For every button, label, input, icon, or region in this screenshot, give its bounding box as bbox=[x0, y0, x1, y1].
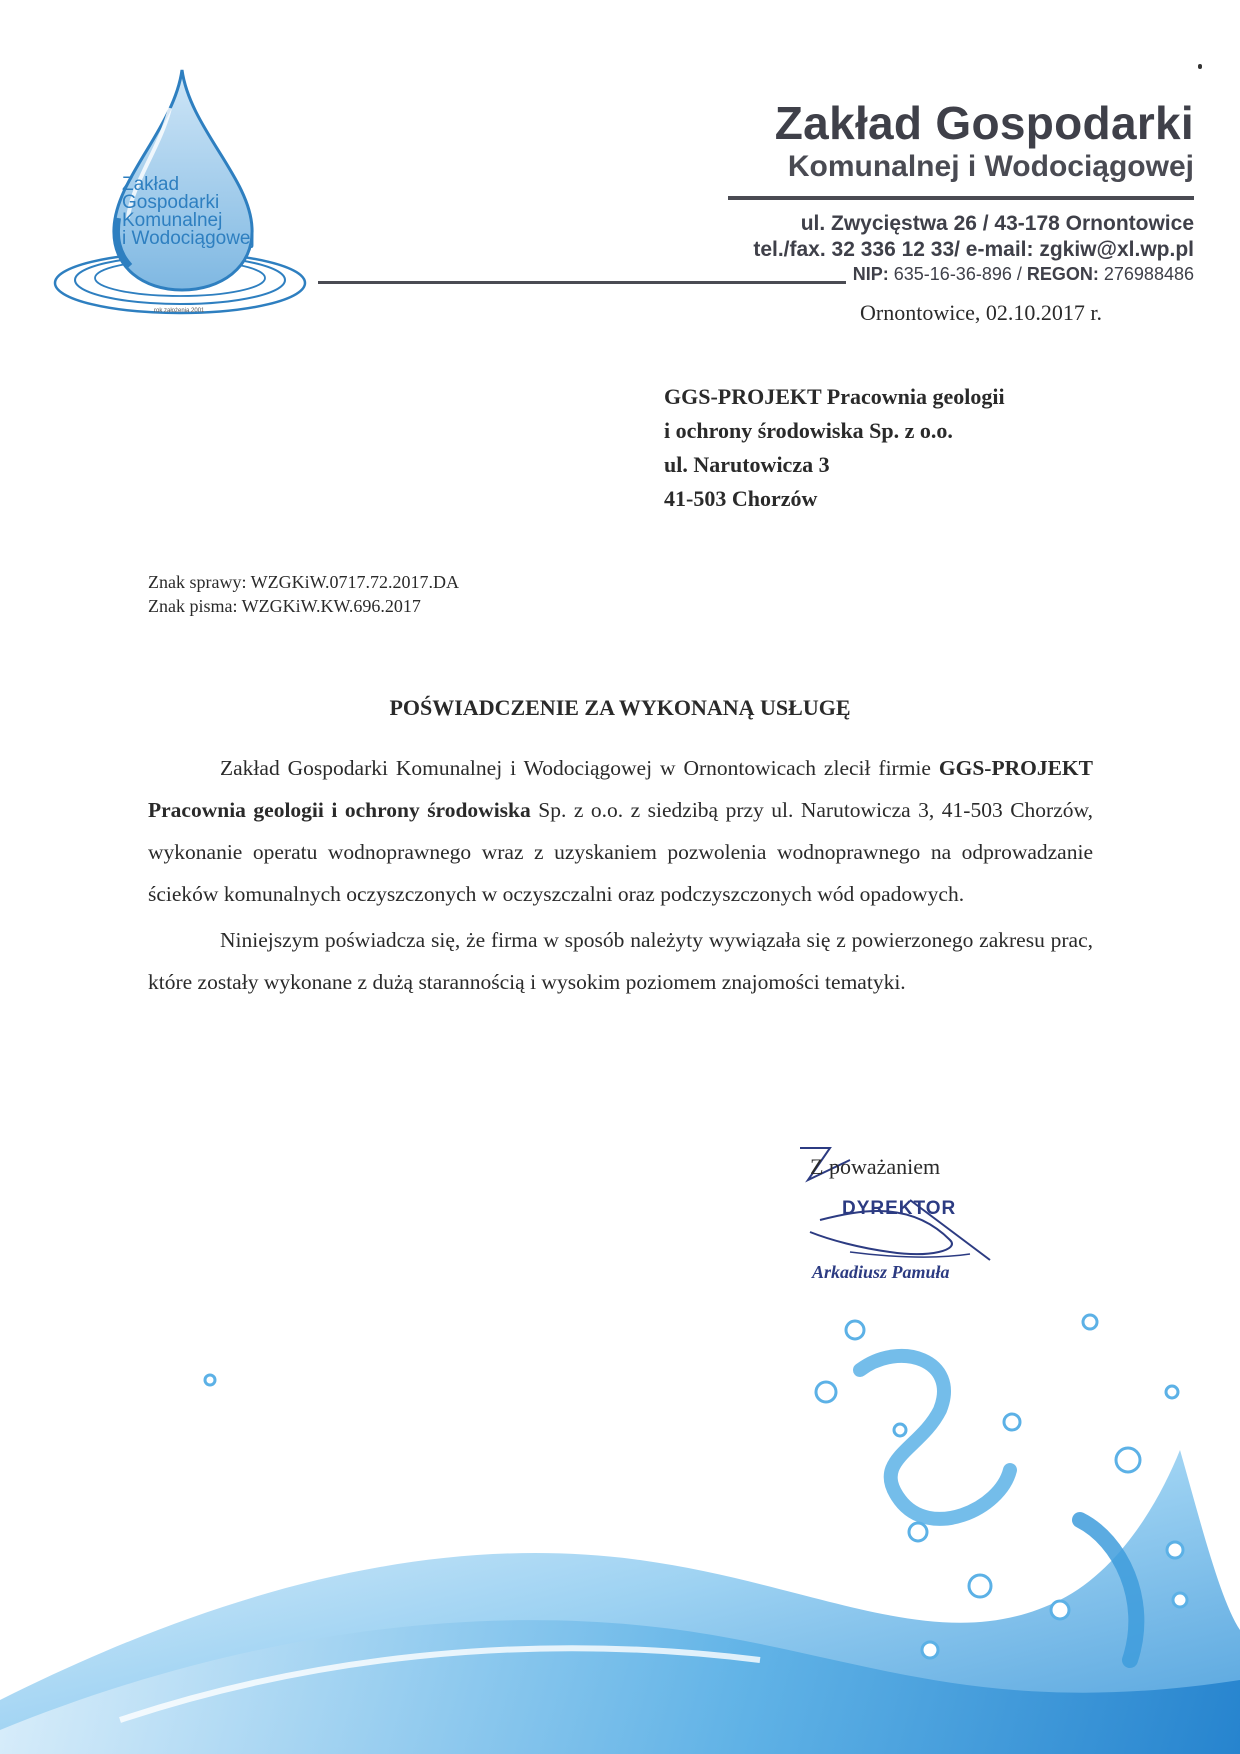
logo-text-3: Komunalnej bbox=[122, 210, 223, 231]
recipient-line-2: i ochrony środowiska Sp. z o.o. bbox=[664, 418, 953, 443]
company-address: ul. Zwycięstwa 26 / 43-178 Ornontowice bbox=[800, 212, 1194, 235]
company-name-line2: Komunalnej i Wodociągowej bbox=[787, 150, 1194, 183]
regon-value: 276988486 bbox=[1103, 264, 1194, 284]
header-divider-bottom bbox=[318, 281, 846, 284]
stamp-name: Arkadiusz Pamuła bbox=[812, 1262, 950, 1282]
stray-mark bbox=[1198, 64, 1202, 69]
recipient-line-3: ul. Narutowicza 3 bbox=[664, 452, 830, 477]
closing-greeting: Z poważaniem bbox=[810, 1154, 941, 1179]
case-reference: Znak sprawy: WZGKiW.0717.72.2017.DA bbox=[148, 572, 459, 592]
letter-reference: Znak pisma: WZGKiW.KW.696.2017 bbox=[148, 596, 421, 616]
body-p1-end: Sp. z o.o. z siedzibą przy ul. Narutowicza 3, 41-503 Chorzów, wykonanie operatu wodnoprawnego wraz z uzyskaniem pozwolenia wodnoprawnego na odprowadzanie ścieków komunalnych oczyszczonych w oczyszczalni oraz podczyszczonych wód opadowych. bbox=[148, 798, 1094, 906]
header-divider-top bbox=[728, 196, 1194, 200]
company-name-line1: Zakład Gospodarki bbox=[774, 97, 1194, 149]
place-date: Ornontowice, 02.10.2017 r. bbox=[860, 300, 1102, 325]
body-paragraph-1 bbox=[148, 747, 1093, 915]
recipient-line-4: 41-503 Chorzów bbox=[664, 486, 818, 511]
logo-text-4: i Wodociągowej bbox=[122, 228, 255, 249]
logo-text-1: Zakład bbox=[122, 174, 180, 195]
water-splash-decoration-icon bbox=[0, 1300, 1240, 1754]
document-title: POŚWIADCZENIE ZA WYKONANĄ USŁUGĘ bbox=[389, 695, 851, 720]
recipient-line-1: GGS-PROJEKT Pracownia geologii bbox=[664, 384, 1005, 409]
letter-body bbox=[148, 747, 1093, 1003]
nip-label: NIP: bbox=[852, 264, 889, 284]
company-registration: NIP: 635-16-36-896 / REGON: 276988486 bbox=[852, 264, 1194, 284]
regon-label: REGON: bbox=[1026, 264, 1099, 284]
water-drop-logo-icon bbox=[40, 68, 350, 330]
stamp-title: DYREKTOR bbox=[842, 1198, 957, 1219]
body-p1-company: GGS-PROJEKT Pracownia geologii i ochrony środowiska bbox=[148, 756, 1093, 822]
logo-text-2: Gospodarki bbox=[122, 192, 220, 213]
body-p1-start: Zakład Gospodarki Komunalnej i Wodociągowej w Ornontowicach zlecił firmie bbox=[220, 756, 931, 780]
nip-value: 635-16-36-896 bbox=[893, 264, 1012, 284]
body-paragraph-2: Niniejszym poświadcza się, że firma w sposób należyty wywiązała się z powierzonego zakresu prac, które zostały wykonane z dużą starannością i wysokim poziomem znajomości tematyki. bbox=[148, 928, 1093, 994]
logo-founded-text: rok założenia 2001 bbox=[154, 308, 205, 314]
company-contact: tel./fax. 32 336 12 33/ e-mail: zgkiw@xl.wp.pl bbox=[753, 238, 1194, 261]
